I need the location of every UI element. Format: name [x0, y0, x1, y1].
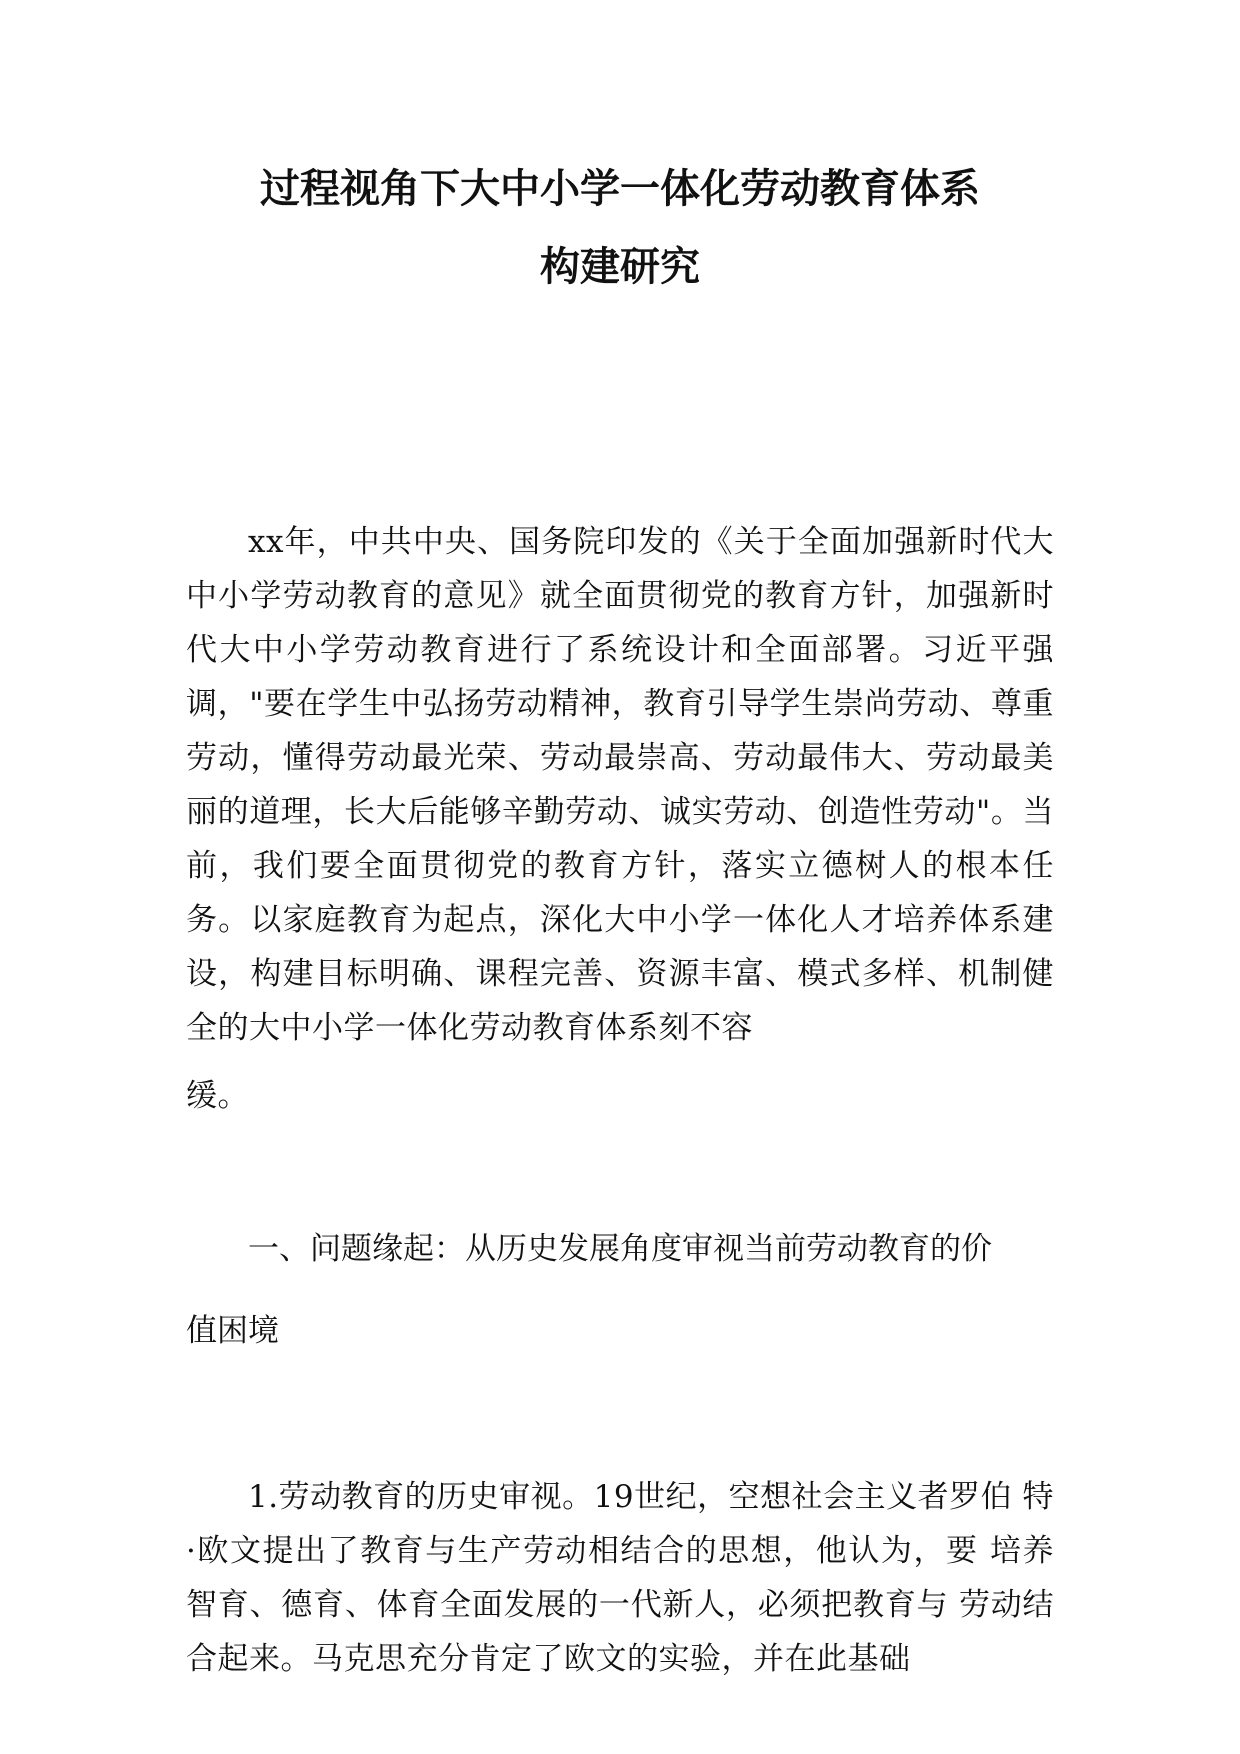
history-paragraph: 1.劳动教育的历史审视。19世纪，空想社会主义者罗伯 特 ·欧文提出了教育与生产劳动相结合的思想，他认为，要 培养智育、德育、体育全面发展的一代新人，必须把教育与 劳动结合起来。马克思充分肯定了欧文的实验，并在此基础: [186, 1479, 1054, 1677]
document-title-line-1: 过程视角下大中小学一体化劳动教育体系: [260, 166, 980, 212]
intro-paragraph: [186, 515, 1054, 1123]
section-heading-tail: 值困境: [186, 1313, 279, 1349]
section-heading-text: 一、问题缘起：从历史发展角度审视当前劳动教育的价: [248, 1231, 992, 1267]
intro-paragraph-tail: 缓。: [186, 1078, 249, 1114]
intro-paragraph-text: xx年，中共中央、国务院印发的《关于全面加强新时代大中小学劳动教育的意见》就全面贯彻党的教育方针，加强新时代大中小学劳动教育进行了系统设计和全面部署。习近平强调，"要在学生中弘扬劳动精神，教育引导学生崇尚劳动、尊重劳动，懂得劳动最光荣、劳动最崇高、劳动最伟大、劳动最美丽的道理，长大后能够辛勤劳动、诚实劳动、创造性劳动"。当前，我们要全面贯彻党的教育方针，落实立德树人的根本任务。以家庭教育为起点，深化大中小学一体化人才培养体系建设，构建目标明确、课程完善、资源丰富、模式多样、机制健全的大中小学一体化劳动教育体系刻不容: [186, 524, 1054, 1046]
document-title-line-2: 构建研究: [540, 244, 700, 290]
section-heading: [186, 1222, 1054, 1358]
document-title: [150, 150, 1090, 306]
